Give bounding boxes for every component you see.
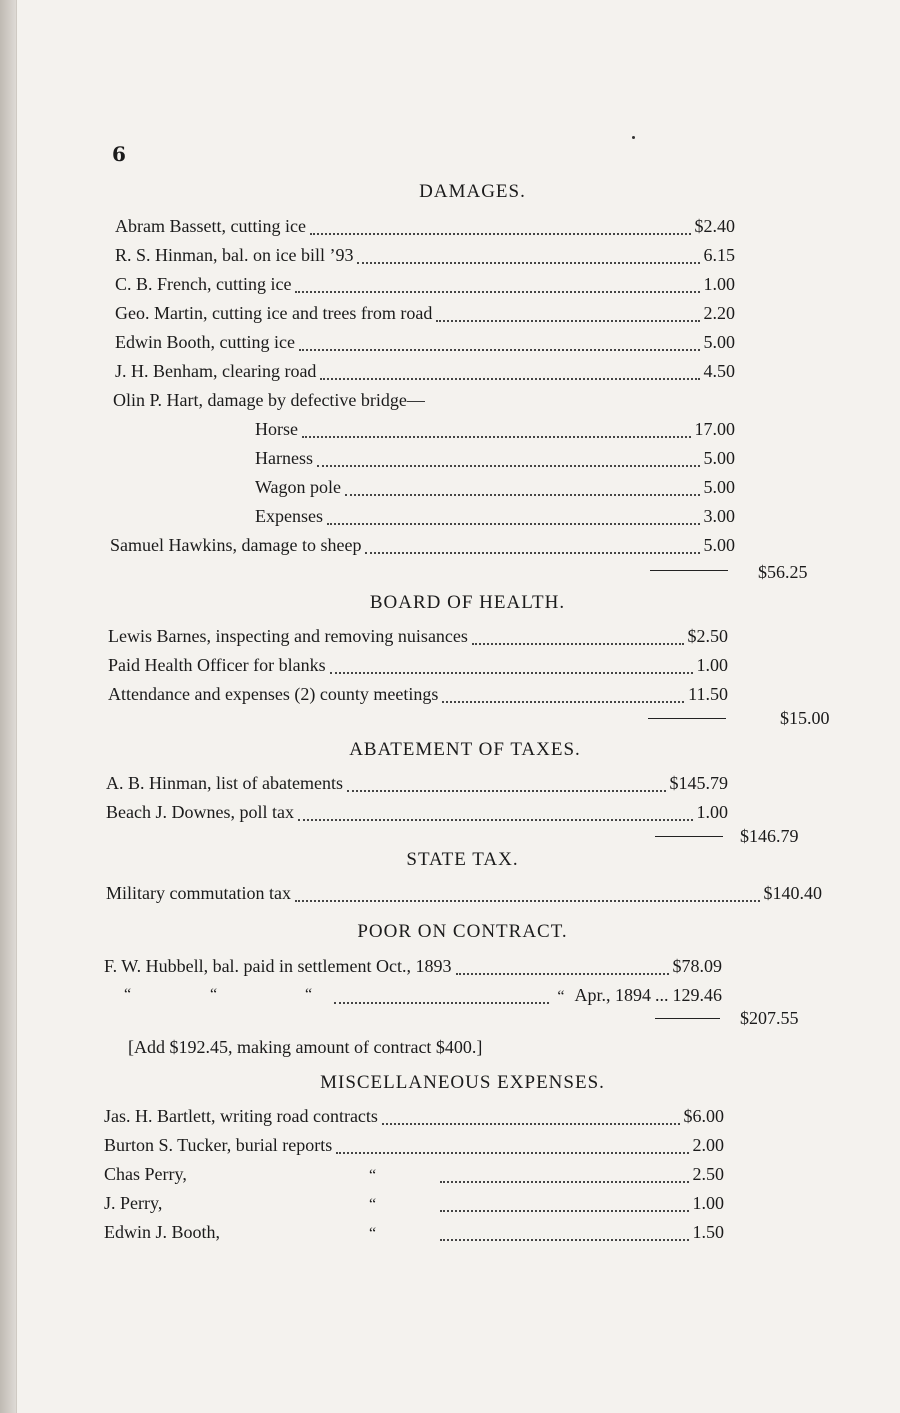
ditto-mark: “ [124,986,132,1003]
health-total: $15.00 [780,708,830,728]
damages-item-4: Edwin Booth, cutting ice 5.00 [115,332,735,352]
page-number: 6 [112,142,126,166]
ditto-mark: “ [305,986,313,1003]
poor-item-0: F. W. Hubbell, bal. paid in settlement Oct., 1893 $78.09 [104,956,722,976]
poor-total: $207.55 [740,1008,799,1028]
print-speck [632,136,635,139]
abatement-item-1: Beach J. Downes, poll tax 1.00 [106,802,728,822]
ditto-mark: “ [369,1196,377,1213]
damages-item-last: Samuel Hawkins, damage to sheep 5.00 [110,535,735,555]
damages-rule [650,570,728,571]
abatement-total: $146.79 [740,826,799,846]
health-item-1: Paid Health Officer for blanks 1.00 [108,655,728,675]
abatement-rule [655,836,723,837]
ditto-mark: “ [210,986,218,1003]
damages-hart-label: Olin P. Hart, damage by defective bridge— [113,390,425,410]
misc-item-3: J. Perry, “ 1.00 [104,1193,724,1213]
state-tax-item: Military commutation tax $140.40 [106,883,822,903]
damages-item-5: J. H. Benham, clearing road 4.50 [115,361,735,381]
ditto-mark: “ [557,988,565,1005]
damages-hart-item-2: Wagon pole 5.00 [255,477,735,497]
abatement-heading: ABATEMENT OF TAXES. [349,739,581,760]
ditto-mark: “ [369,1225,377,1242]
misc-item-0: Jas. H. Bartlett, writing road contracts $6.00 [104,1106,724,1126]
misc-item-2: Chas Perry, “ 2.50 [104,1164,724,1184]
poor-rule [655,1018,720,1019]
poor-item-1: “ Apr., 1894 ... 129.46 [330,985,722,1006]
book-spine [0,0,16,1413]
damages-hart-item-3: Expenses 3.00 [255,506,735,526]
misc-item-1: Burton S. Tucker, burial reports 2.00 [104,1135,724,1155]
damages-total: $56.25 [758,562,808,582]
health-rule [648,718,726,719]
damages-hart-item-1: Harness 5.00 [255,448,735,468]
damages-heading: DAMAGES. [419,181,526,202]
damages-item-2: C. B. French, cutting ice 1.00 [115,274,735,294]
damages-item-0: Abram Bassett, cutting ice $2.40 [115,216,735,236]
damages-hart-item-0: Horse 17.00 [255,419,735,439]
poor-heading: POOR ON CONTRACT. [357,921,568,942]
ditto-mark: “ [369,1167,377,1184]
abatement-item-0: A. B. Hinman, list of abatements $145.79 [106,773,728,793]
misc-heading: MISCELLANEOUS EXPENSES. [320,1072,605,1093]
misc-item-4: Edwin J. Booth, “ 1.50 [104,1222,724,1242]
poor-note: [Add $192.45, making amount of contract $400.] [128,1037,483,1057]
health-item-2: Attendance and expenses (2) county meetings 11.50 [108,684,728,704]
damages-item-1: R. S. Hinman, bal. on ice bill ’93 6.15 [115,245,735,265]
health-item-0: Lewis Barnes, inspecting and removing nuisances $2.50 [108,626,728,646]
damages-item-3: Geo. Martin, cutting ice and trees from road 2.20 [115,303,735,323]
health-heading: BOARD OF HEALTH. [369,592,566,613]
state-tax-heading: STATE TAX. [406,849,519,870]
